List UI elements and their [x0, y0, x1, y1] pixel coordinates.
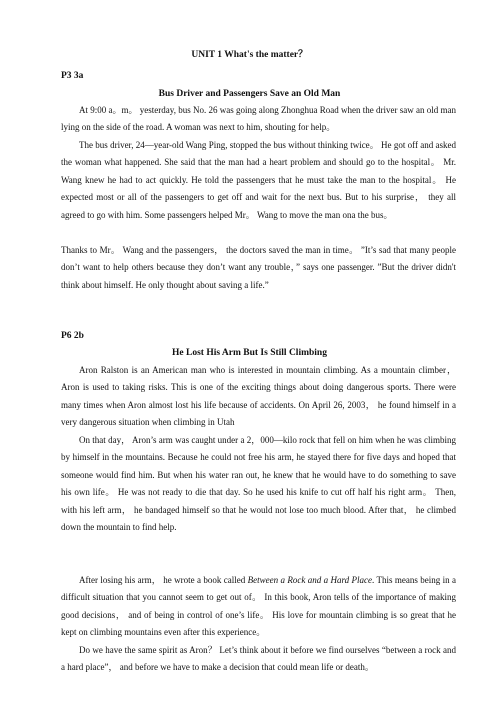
paragraph-bus-3: Thanks to Mr。 Wang and the passengers， the doctors saved the man in time。 ”It’s sad that many people don’t want to help others because they don’t want any trouble，” says one passenger. ”But the driver didn't think about himself. He only thought about saving a life.”	[61, 245, 456, 290]
paragraph-bus-1: At 9:00 a。m。 yesterday, bus No. 26 was going along Zhonghua Road when the driver saw an old man lying on the side of the road. A woman was next to him, shouting for help。	[61, 105, 456, 133]
section-label-p3: P3 3a	[61, 71, 84, 81]
unit-title: UNIT 1 What's the matter？	[191, 50, 308, 60]
article-title-bus-driver: Bus Driver and Passengers Save an Old Man	[158, 89, 341, 99]
paragraph-aron-3	[61, 572, 456, 642]
paragraph-aron-1: Aron Ralston is an American man who is interested in mountain climbing. As a mountain climber， Aron is used to taking risks. This is one of the exciting things about doing dangerous sports. There were many times when Aron almost lost his life because of accidents. On April 26, 2003， he found himself in a very dangerous situation when climbing in Utah	[61, 365, 456, 428]
book-title: Between a Rock and a Hard Place	[247, 575, 373, 585]
section-label-p6: P6 2b	[61, 331, 84, 341]
article-title-aron: He Lost His Arm But Is Still Climbing	[172, 348, 327, 358]
paragraph-aron-2: On that day， Aron’s arm was caught under a 2，000—kilo rock that fell on him when he was climbing by himself in the mountains. Because he could not free his arm, he stayed there for five days and hoped that someone would find him. But when his water ran out, he knew that he would have to do something to save his own life。 He was not ready to die that day. So he used his knife to cut off half his right arm。 Then, with his left arm， he bandaged himself so that he would not lose too much blood. After that， he climbed down the mountain to find help.	[61, 435, 456, 533]
paragraph-bus-2: The bus driver, 24—year-old Wang Ping, stopped the bus without thinking twice。 He got off and asked the woman what happened. She said that the man had a heart problem and should go to the hospital。 Mr. Wang knew he had to act quickly. He told the passengers that he must take the man to the hospital。 He expected most or all of the passengers to get off and wait for the next bus. But to his surprise， they all agreed to go with him. Some passengers helped Mr。 Wang to move the man ona the bus。	[61, 140, 456, 220]
paragraph-aron-4: Do we have the same spirit as Aron？ Let’s think about it before we find ourselves “between a rock and a hard place”， and before we have to make a decision that could mean life or death。	[61, 645, 456, 673]
paragraph-aron-3-text: After losing his arm， he wrote a book called Between a Rock and a Hard Place. This means being in a difficult situation that you cannot seem to get out of。 In this book, Aron tells of the importance of making good decisions， and of being in control of one’s life。 His love for mountain climbing is so great that he kept on climbing mountains even after this experience。	[61, 575, 456, 638]
